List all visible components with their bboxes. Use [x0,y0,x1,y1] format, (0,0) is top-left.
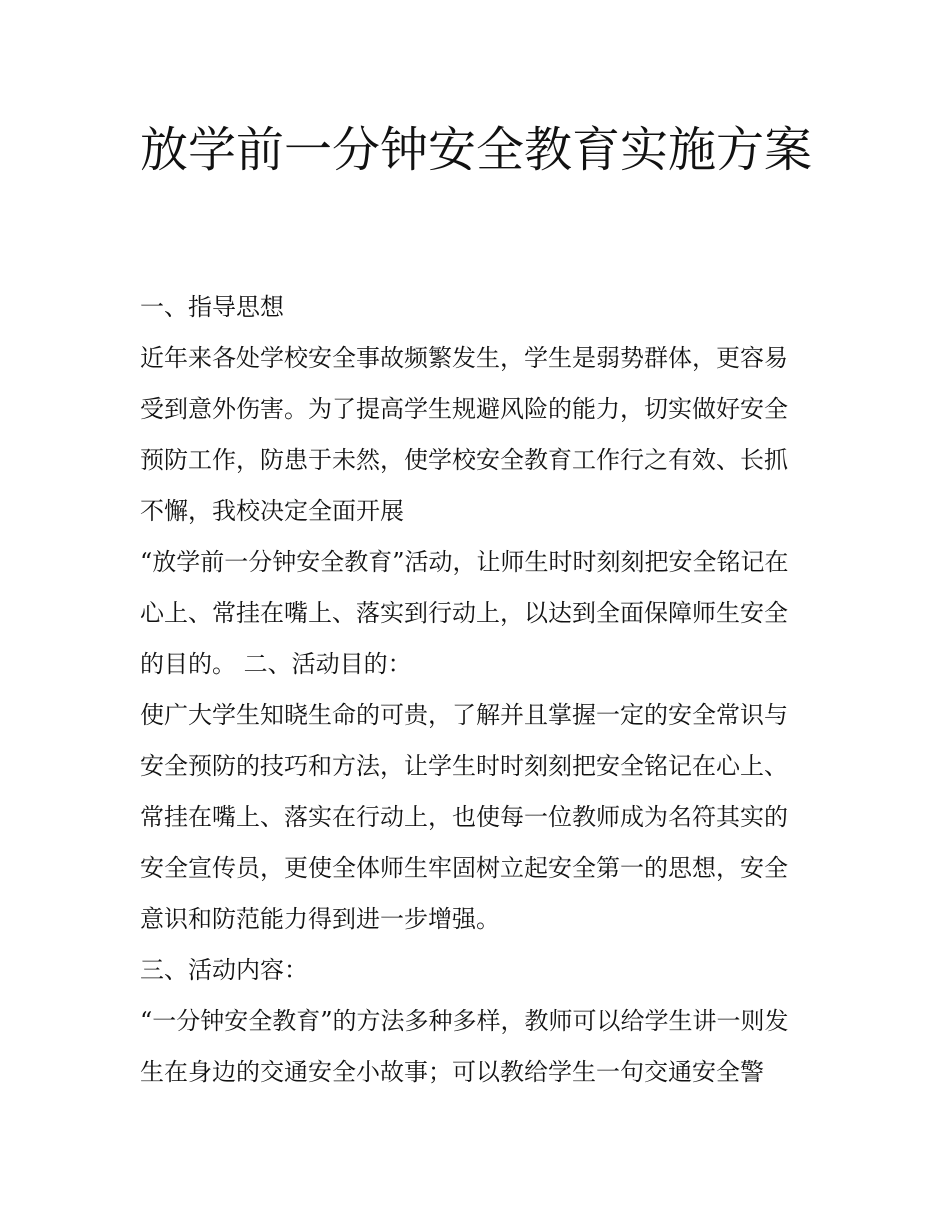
paragraph-line: 安全预防的技巧和方法，让学生时时刻刻把安全铭记在心上、 [140,752,788,780]
paragraph-line: 使广大学生知晓生命的可贵，了解并且掌握一定的安全常识与 [140,701,788,729]
section-heading-guiding-ideology: 一、指导思想 [140,293,284,321]
document-title: 放学前一分钟安全教育实施方案 [140,122,813,178]
paragraph-line: 安全宣传员，更使全体师生牢固树立起安全第一的思想，安全 [140,854,788,882]
section-heading-activity-content: 三、活动内容： [140,956,308,984]
section-heading-activity-purpose: 的目的。 二、活动目的： [140,650,412,678]
paragraph-line: 心上、常挂在嘴上、落实到行动上，以达到全面保障师生安全 [140,599,788,627]
paragraph-line: 近年来各处学校安全事故频繁发生，学生是弱势群体，更容易 [140,344,788,372]
paragraph-line: “一分钟安全教育”的方法多种多样，教师可以给学生讲一则发 [140,1007,789,1035]
paragraph-line: 意识和防范能力得到进一步增强。 [140,905,500,933]
paragraph-line: 不懈，我校决定全面开展 [140,497,404,525]
paragraph-line: 受到意外伤害。为了提高学生规避风险的能力，切实做好安全 [140,395,788,423]
paragraph-line: “放学前一分钟安全教育”活动，让师生时时刻刻把安全铭记在 [140,548,789,576]
paragraph-line: 生在身边的交通安全小故事；可以教给学生一句交通安全警 [140,1058,764,1086]
document-body [140,282,820,1098]
paragraph-line: 预防工作，防患于未然，使学校安全教育工作行之有效、长抓 [140,446,788,474]
paragraph-line: 常挂在嘴上、落实在行动上，也使每一位教师成为名符其实的 [140,803,788,831]
